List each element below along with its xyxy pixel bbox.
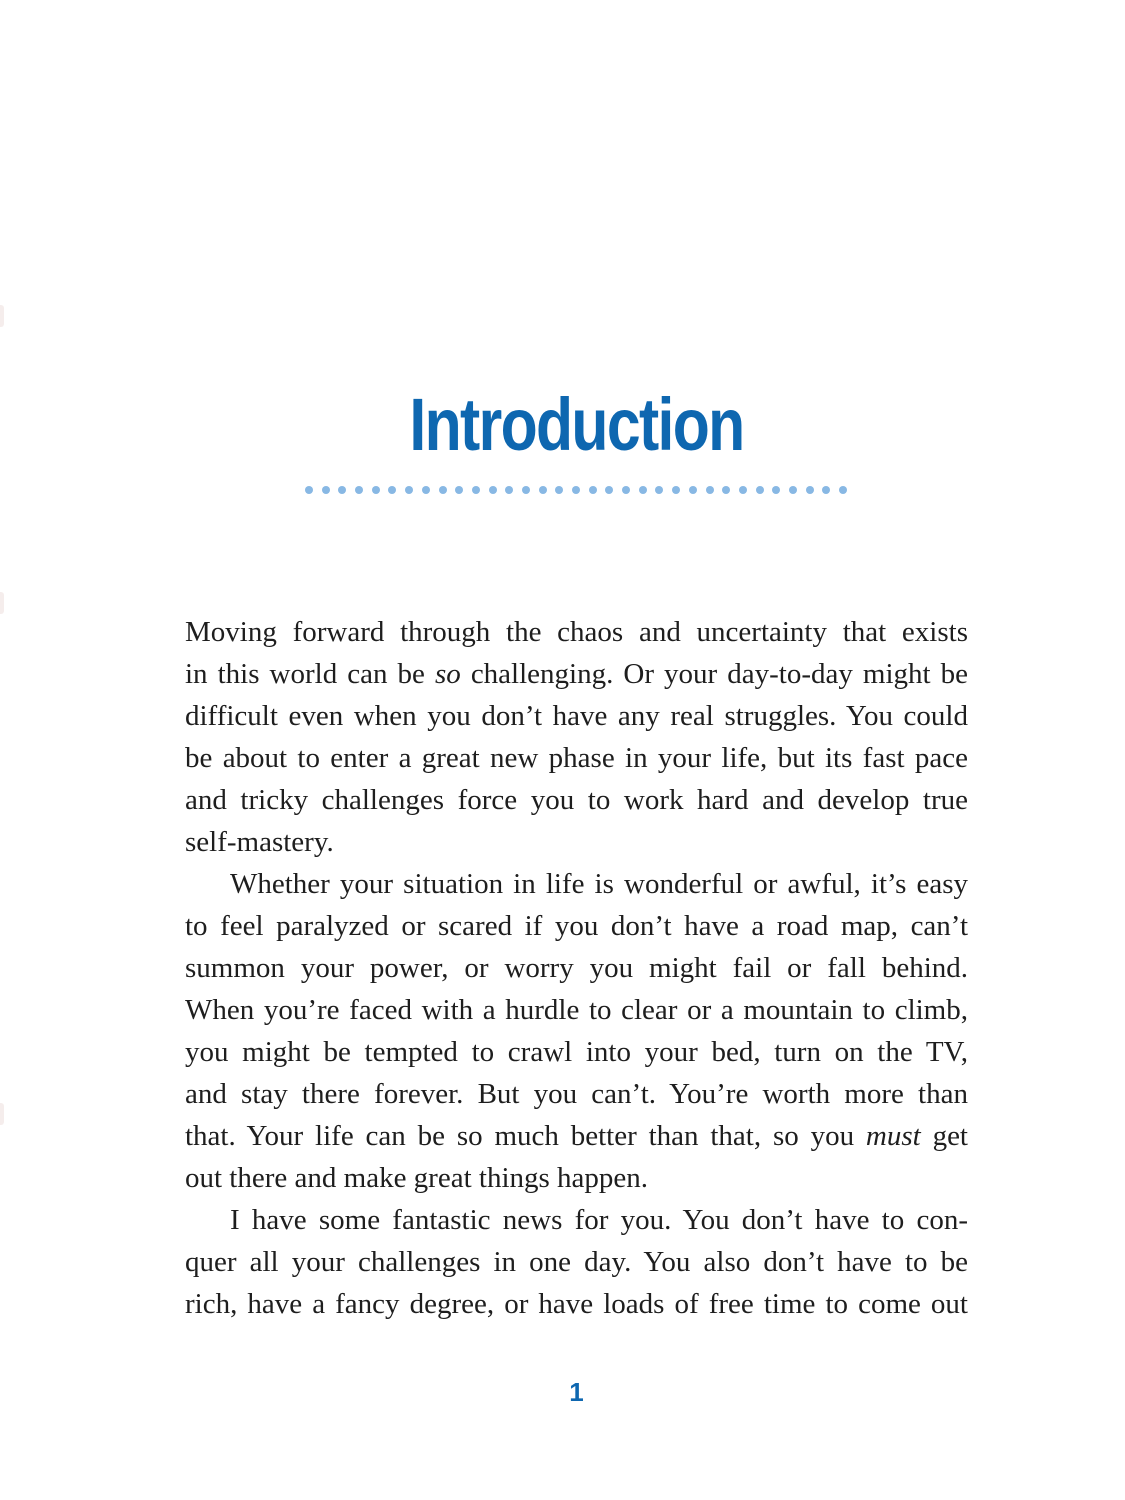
text-line	[185, 611, 968, 653]
divider-dot	[706, 486, 714, 494]
divider-dot	[722, 486, 730, 494]
content-area	[185, 0, 968, 1500]
text-segment: out there and make great things happen.	[185, 1162, 649, 1194]
text-line	[185, 905, 968, 947]
divider-dot	[672, 486, 680, 494]
body-text	[185, 611, 968, 1325]
page-number: 1	[569, 1377, 584, 1407]
divider-dot	[772, 486, 780, 494]
text-segment: When you’re faced with a hurdle to clear or a mountain to climb,	[185, 994, 968, 1026]
text-segment: be about to enter a great new phase in your life, but its fast pace	[185, 742, 968, 774]
paragraph	[185, 1199, 968, 1325]
divider-dot	[655, 486, 663, 494]
page-edge-artifact	[0, 592, 4, 614]
text-segment: you might be tempted to crawl into your bed, turn on the TV,	[185, 1036, 968, 1068]
text-line	[185, 779, 968, 821]
divider-dot	[338, 486, 346, 494]
divider-dot	[572, 486, 580, 494]
divider-dot	[372, 486, 380, 494]
divider-dot	[639, 486, 647, 494]
divider-dot	[605, 486, 613, 494]
divider-dot	[322, 486, 330, 494]
text-line	[185, 695, 968, 737]
text-line	[185, 947, 968, 989]
text-segment: and stay there forever. But you can’t. You’re worth more than	[185, 1078, 968, 1110]
divider-dot	[789, 486, 797, 494]
paragraph	[185, 611, 968, 863]
text-line	[185, 1241, 968, 1283]
text-segment: to feel paralyzed or scared if you don’t have a road map, can’t	[185, 910, 968, 942]
divider-dot	[539, 486, 547, 494]
page-edge-artifact	[0, 305, 4, 327]
divider-dot	[439, 486, 447, 494]
text-line	[185, 737, 968, 779]
text-line	[185, 1031, 968, 1073]
divider-dot	[839, 486, 847, 494]
text-line	[185, 989, 968, 1031]
italic-text: must	[865, 1120, 921, 1152]
text-line	[185, 1115, 968, 1157]
divider-dot	[422, 486, 430, 494]
text-line	[185, 653, 968, 695]
divider-dot	[622, 486, 630, 494]
text-segment: and tricky challenges force you to work hard and develop true	[185, 784, 968, 816]
text-line	[185, 1199, 968, 1241]
text-line	[185, 1073, 968, 1115]
chapter-title: Introduction	[409, 383, 744, 466]
text-line	[185, 821, 968, 863]
text-segment: I have some fantastic news for you. You don’t have to con-	[230, 1204, 968, 1236]
text-segment: Whether your situation in life is wonderful or awful, it’s easy	[230, 868, 968, 900]
text-segment: challenging. Or your day-to-day might be	[460, 658, 968, 690]
divider-dot	[589, 486, 597, 494]
divider-dot	[689, 486, 697, 494]
text-segment: Moving forward through the chaos and uncertainty that exists	[185, 616, 968, 648]
page-edge-artifact	[0, 1103, 4, 1125]
divider-dot	[388, 486, 396, 494]
text-segment: difficult even when you don’t have any real struggles. You could	[185, 700, 968, 732]
divider-dot	[305, 486, 313, 494]
text-segment: self-mastery.	[185, 826, 334, 858]
text-segment: rich, have a fancy degree, or have loads of free time to come out	[185, 1288, 968, 1320]
divider-dot	[489, 486, 497, 494]
text-line	[185, 863, 968, 905]
divider-dot	[472, 486, 480, 494]
divider-dot	[806, 486, 814, 494]
divider-dot	[555, 486, 563, 494]
divider-dot	[756, 486, 764, 494]
text-segment: that. Your life can be so much better than that, so you	[185, 1120, 866, 1152]
divider-dot	[739, 486, 747, 494]
text-segment: get	[920, 1120, 968, 1152]
paragraph	[185, 863, 968, 1199]
text-segment: in this world can be	[185, 658, 435, 690]
divider-dot	[522, 486, 530, 494]
divider-dot	[405, 486, 413, 494]
divider-dot	[822, 486, 830, 494]
divider-dot	[355, 486, 363, 494]
text-line	[185, 1283, 968, 1325]
text-segment: quer all your challenges in one day. You also don’t have to be	[185, 1246, 968, 1278]
divider-dot	[455, 486, 463, 494]
text-segment: summon your power, or worry you might fail or fall behind.	[185, 952, 968, 984]
divider-dot	[505, 486, 513, 494]
text-line	[185, 1157, 968, 1199]
italic-text: so	[434, 658, 461, 690]
dotted-divider	[305, 486, 847, 494]
